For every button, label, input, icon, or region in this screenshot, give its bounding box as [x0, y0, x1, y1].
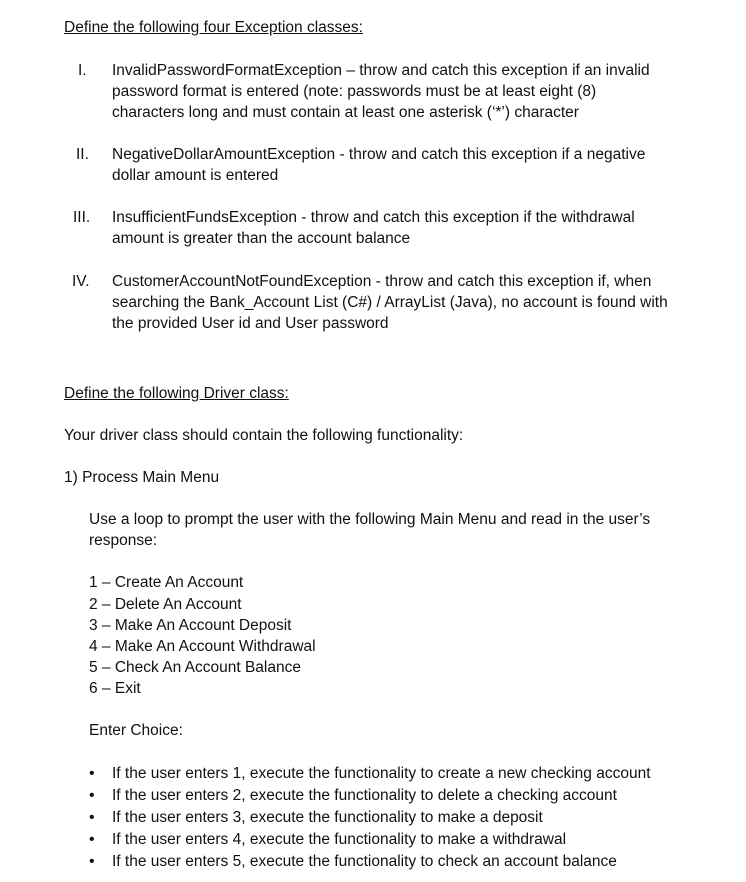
bullet-text: If the user enters 3, execute the functionality to make a deposit — [112, 809, 543, 826]
item-numeral: III. — [73, 209, 91, 226]
item-text-line: CustomerAccountNotFoundException - throw and catch this exception if, when — [112, 273, 652, 290]
loop-instruction-line: response: — [89, 532, 158, 549]
bullet-icon: • — [89, 765, 95, 782]
bullet-icon: • — [89, 831, 95, 848]
menu-option: 4 – Make An Account Withdrawal — [89, 638, 316, 655]
item-text-line: characters long and must contain at least one asterisk (‘*’) character — [112, 104, 579, 121]
menu-option: 2 – Delete An Account — [89, 596, 242, 613]
item-text-line: InsufficientFundsException - throw and catch this exception if the withdrawal — [112, 209, 635, 226]
bullet-icon: • — [89, 809, 95, 826]
bullet-text: If the user enters 2, execute the functionality to delete a checking account — [112, 787, 617, 804]
step-title: 1) Process Main Menu — [64, 469, 220, 486]
item-text-line: InvalidPasswordFormatException – throw and catch this exception if an invalid — [112, 62, 650, 79]
menu-option: 1 – Create An Account — [89, 574, 244, 591]
exception-section-heading: Define the following four Exception classes: — [64, 19, 363, 36]
enter-choice-prompt: Enter Choice: — [89, 722, 183, 739]
item-numeral: I. — [78, 62, 87, 79]
bullet-text: If the user enters 1, execute the functionality to create a new checking account — [112, 765, 651, 782]
item-text-line: password format is entered (note: passwords must be at least eight (8) — [112, 83, 597, 100]
bullet-icon: • — [89, 787, 95, 804]
driver-intro-text: Your driver class should contain the following functionality: — [64, 427, 464, 444]
loop-instruction-line: Use a loop to prompt the user with the following Main Menu and read in the user’s — [89, 511, 651, 528]
bullet-text: If the user enters 4, execute the functionality to make a withdrawal — [112, 831, 567, 848]
item-text-line: amount is greater than the account balance — [112, 230, 411, 247]
item-text-line: the provided User id and User password — [112, 315, 389, 332]
bullet-icon: • — [89, 853, 95, 870]
menu-option: 5 – Check An Account Balance — [89, 659, 301, 676]
driver-section-heading: Define the following Driver class: — [64, 385, 289, 402]
item-text-line: searching the Bank_Account List (C#) / ArrayList (Java), no account is found with — [112, 294, 668, 311]
bullet-text: If the user enters 5, execute the functionality to check an account balance — [112, 853, 617, 870]
menu-option: 3 – Make An Account Deposit — [89, 617, 292, 634]
item-text-line: dollar amount is entered — [112, 167, 279, 184]
item-numeral: IV. — [72, 273, 90, 290]
item-text-line: NegativeDollarAmountException - throw and catch this exception if a negative — [112, 146, 646, 163]
menu-option: 6 – Exit — [89, 680, 141, 697]
item-numeral: II. — [76, 146, 89, 163]
